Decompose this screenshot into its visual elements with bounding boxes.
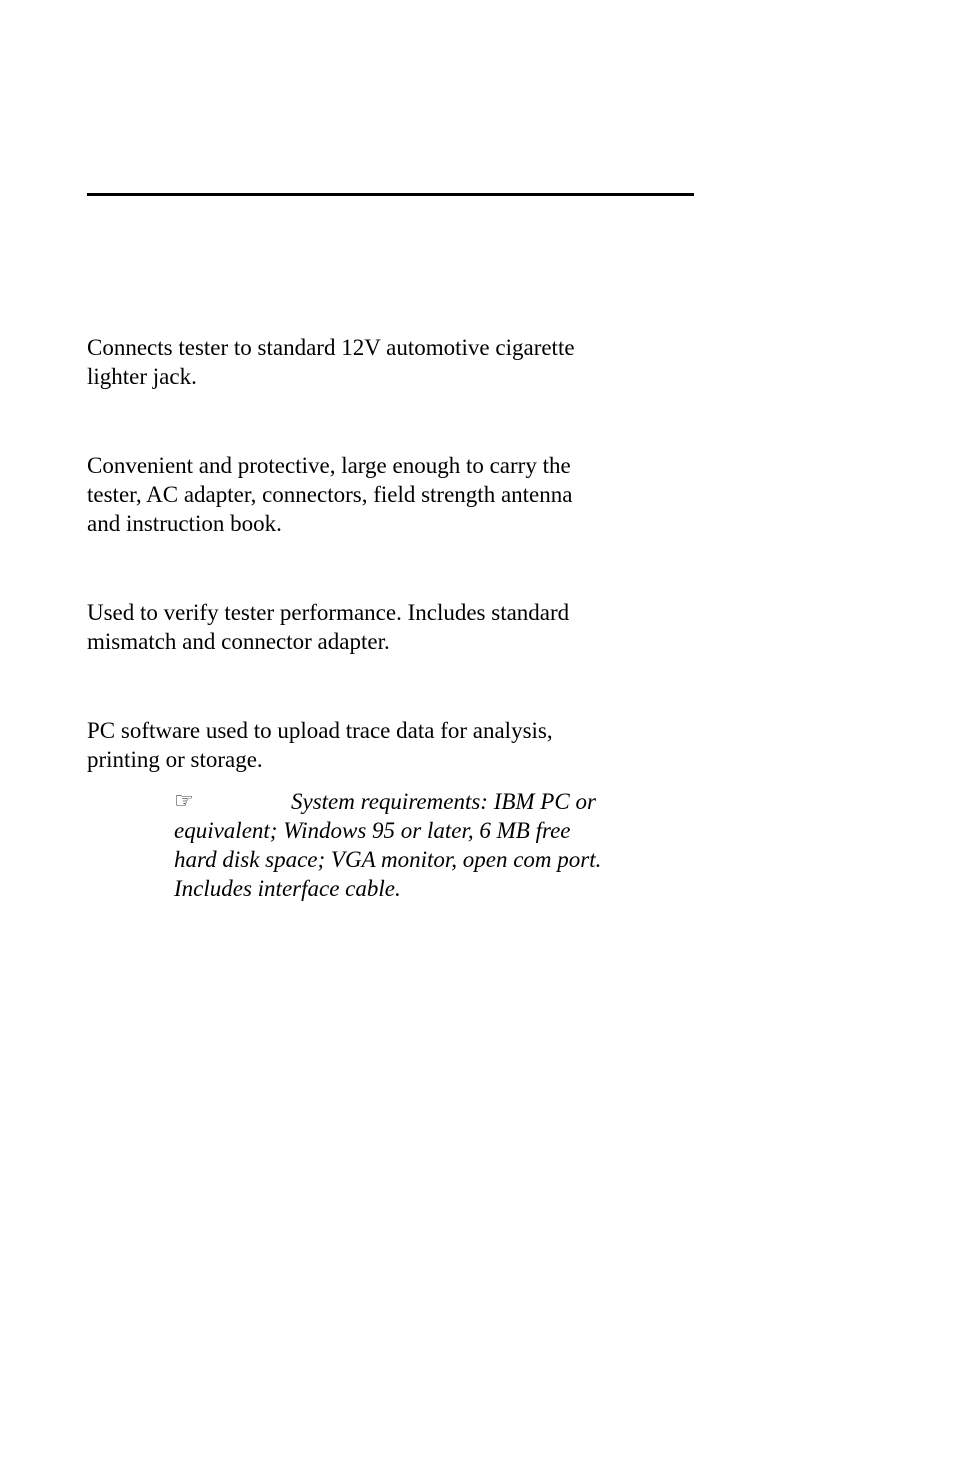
accessory-description-pc-software	[87, 716, 707, 774]
text-line: tester, AC adapter, connectors, field strength antenna	[87, 482, 573, 507]
accessory-description-cigarette-adapter	[87, 333, 707, 391]
text-line: PC software used to upload trace data for analysis,	[87, 718, 553, 743]
text-line: Connects tester to standard 12V automotive cigarette	[87, 335, 575, 360]
text-line: mismatch and connector adapter.	[87, 629, 390, 654]
note-box	[174, 787, 714, 903]
text-line: and instruction book.	[87, 511, 282, 536]
text-line: Used to verify tester performance. Includes standard	[87, 600, 570, 625]
note-line: equivalent; Windows 95 or later, 6 MB free	[174, 818, 571, 843]
text-line: Convenient and protective, large enough to carry the	[87, 453, 571, 478]
accessory-description-test-kit	[87, 598, 707, 656]
note-line: System requirements: IBM PC or	[291, 789, 596, 814]
pointing-hand-icon: ☞	[174, 789, 194, 814]
text-line: lighter jack.	[87, 364, 197, 389]
text-line: printing or storage.	[87, 747, 263, 772]
accessory-description-carrying-case	[87, 451, 707, 538]
header-rule	[87, 193, 694, 196]
note-line: hard disk space; VGA monitor, open com port.	[174, 847, 602, 872]
note-line: Includes interface cable.	[174, 876, 401, 901]
